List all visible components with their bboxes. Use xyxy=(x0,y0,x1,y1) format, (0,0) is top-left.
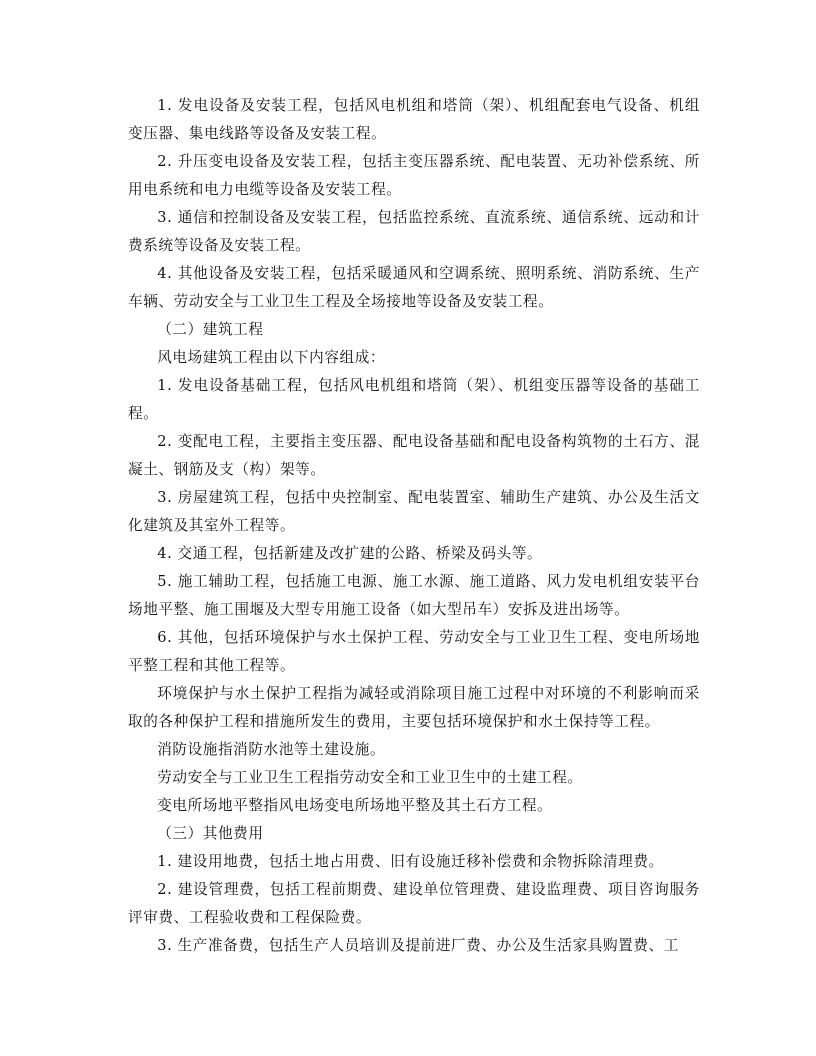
paragraph-labor-safety: 劳动安全与工业卫生工程指劳动安全和工业卫生中的土建工程。 xyxy=(157,769,583,786)
paragraph-construction-intro: 风电场建筑工程由以下内容组成： xyxy=(157,349,386,366)
paragraph-construction-6: 6. 其他，包括环境保护与水土保护工程、劳动安全与工业卫生工程、变电所场地平整工程和其他工程等。 xyxy=(128,629,700,674)
paragraph-substation-leveling: 变电所场地平整指风电场变电所场地平整及其土石方工程。 xyxy=(157,797,553,814)
paragraph-other-costs-3: 3. 生产准备费，包括生产人员培训及提前进厂费、办公及生活家具购置费、工 xyxy=(157,937,679,954)
section-heading-construction: （二）建筑工程 xyxy=(157,321,264,338)
paragraph-environment-protection: 环境保护与水土保护工程指为减轻或消除项目施工过程中对环境的不利影响而采取的各种保护工程和措施所发生的费用，主要包括环境保护和水土保持等工程。 xyxy=(128,685,700,730)
paragraph-install-4: 4. 其他设备及安装工程，包括采暖通风和空调系统、照明系统、消防系统、生产车辆、劳动安全与工业卫生工程及全场接地等设备及安装工程。 xyxy=(128,265,700,310)
paragraph-fire-facilities: 消防设施指消防水池等土建设施。 xyxy=(157,741,386,758)
paragraph-construction-1: 1. 发电设备基础工程，包括风电机组和塔筒（架）、机组变压器等设备的基础工程。 xyxy=(128,377,700,422)
paragraph-other-costs-2: 2. 建设管理费，包括工程前期费、建设单位管理费、建设监理费、项目咨询服务评审费、工程验收费和工程保险费。 xyxy=(128,881,700,926)
paragraph-construction-5: 5. 施工辅助工程，包括施工电源、施工水源、施工道路、风力发电机组安装平台场地平整、施工围堰及大型专用施工设备（如大型吊车）安拆及进出场等。 xyxy=(128,573,700,618)
paragraph-construction-3: 3. 房屋建筑工程，包括中央控制室、配电装置室、辅助生产建筑、办公及生活文化建筑及其室外工程等。 xyxy=(128,489,700,534)
section-heading-other-costs: （三）其他费用 xyxy=(157,825,264,842)
paragraph-other-costs-1: 1. 建设用地费，包括土地占用费、旧有设施迁移补偿费和余物拆除清理费。 xyxy=(157,853,664,870)
paragraph-install-1: 1. 发电设备及安装工程，包括风电机组和塔筒（架）、机组配套电气设备、机组变压器、集电线路等设备及安装工程。 xyxy=(128,97,700,142)
paragraph-install-3: 3. 通信和控制设备及安装工程，包括监控系统、直流系统、通信系统、远动和计费系统等设备及安装工程。 xyxy=(128,209,700,254)
paragraph-construction-2: 2. 变配电工程，主要指主变压器、配电设备基础和配电设备构筑物的土石方、混凝土、钢筋及支（构）架等。 xyxy=(128,433,700,478)
paragraph-construction-4: 4. 交通工程，包括新建及改扩建的公路、桥梁及码头等。 xyxy=(157,545,543,562)
document-body xyxy=(128,92,700,960)
paragraph-install-2: 2. 升压变电设备及安装工程，包括主变压器系统、配电装置、无功补偿系统、所用电系统和电力电缆等设备及安装工程。 xyxy=(128,153,700,198)
